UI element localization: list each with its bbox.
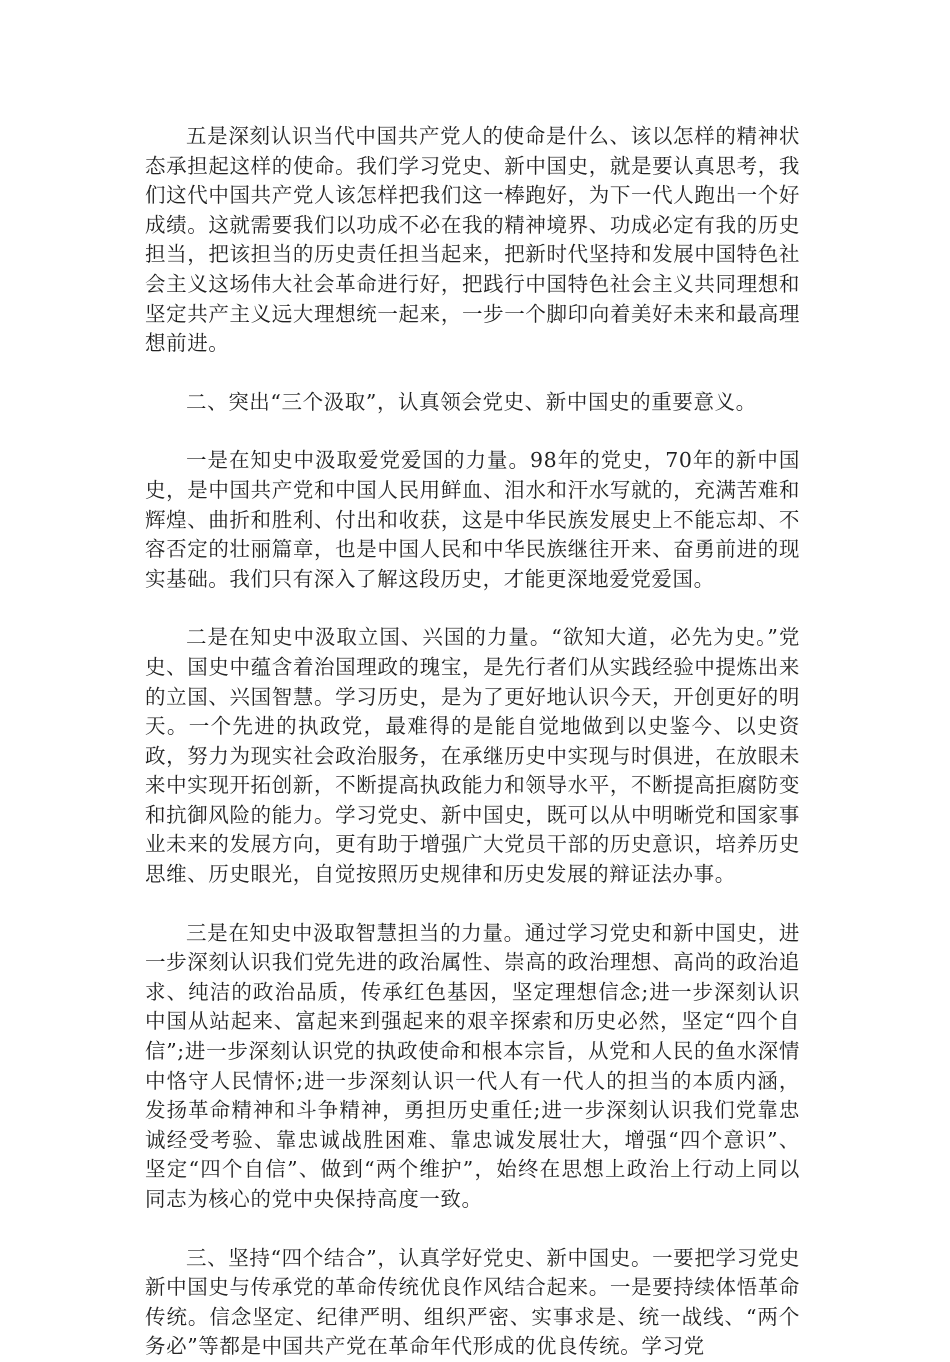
paragraph-love-party-country: 一是在知史中汲取爱党爱国的力量。98年的党史，70年的新中国史，是中国共产党和中国人民用鲜血、泪水和汗水写就的，充满苦难和辉煌、曲折和胜利、付出和收获，这是中华民族发展史上不能忘却、不容否定的壮丽篇章，也是中国人民和中华民族继往开来、奋勇前进的现实基础。我们只有深入了解这段历史，才能更深地爱党爱国。 <box>145 448 800 591</box>
paragraph-mission: 五是深刻认识当代中国共产党人的使命是什么、该以怎样的精神状态承担起这样的使命。我们学习党史、新中国史，就是要认真思考，我们这代中国共产党人该怎样把我们这一棒跑好，为下一代人跑出一个好成绩。这就需要我们以功成不必在我的精神境界、功成必定有我的历史担当，把该担当的历史责任担当起来，把新时代坚持和发展中国特色社会主义这场伟大社会革命进行好，把践行中国特色社会主义共同理想和坚定共产主义远大理想统一起来，一步一个脚印向着美好未来和最高理想前进。 <box>145 124 800 356</box>
section-heading-three-draws: 二、突出“三个汲取”，认真领会党史、新中国史的重要意义。 <box>186 389 757 414</box>
paragraph-four-combinations: 三、坚持“四个结合”，认真学好党史、新中国史。一要把学习党史新中国史与传承党的革命传统优良作风结合起来。一是要持续体悟革命传统。信念坚定、纪律严明、组织严密、实事求是、统一战线、“两个务必”等都是中国共产党在革命年代形成的优良传统。学习党 <box>145 1245 800 1359</box>
document-body <box>145 122 800 1362</box>
paragraph-nation-building: 二是在知史中汲取立国、兴国的力量。“欲知大道，必先为史。”党史、国史中蕴含着治国理政的瑰宝，是先行者们从实践经验中提炼出来的立国、兴国智慧。学习历史，是为了更好地认识今天，开创更好的明天。一个先进的执政党，最难得的是能自觉地做到以史鉴今、以史资政，努力为现实社会政治服务，在承继历史中实现与时俱进，在放眼未来中实现开拓创新，不断提高执政能力和领导水平，不断提高拒腐防变和抗御风险的能力。学习党史、新中国史，既可以从中明晰党和国家事业未来的发展方向，更有助于增强广大党员干部的历史意识，培养历史思维、历史眼光，自觉按照历史规律和历史发展的辩证法办事。 <box>145 625 800 887</box>
paragraph-wisdom-responsibility: 三是在知史中汲取智慧担当的力量。通过学习党史和新中国史，进一步深刻认识我们党先进的政治属性、崇高的政治理想、高尚的政治追求、纯洁的政治品质，传承红色基因，坚定理想信念;进一步深刻认识中国从站起来、富起来到强起来的艰辛探索和历史必然，坚定“四个自信”;进一步深刻认识党的执政使命和根本宗旨，从党和人民的鱼水深情中恪守人民情怀;进一步深刻认识一代人有一代人的担当的本质内涵，发扬革命精神和斗争精神，勇担历史重任;进一步深刻认识我们党靠忠诚经受考验、靠忠诚战胜困难、靠忠诚发展壮大，增强“四个意识”、坚定“四个自信”、做到“两个维护”，始终在思想上政治上行动上同以同志为核心的党中央保持高度一致。 <box>145 920 800 1211</box>
